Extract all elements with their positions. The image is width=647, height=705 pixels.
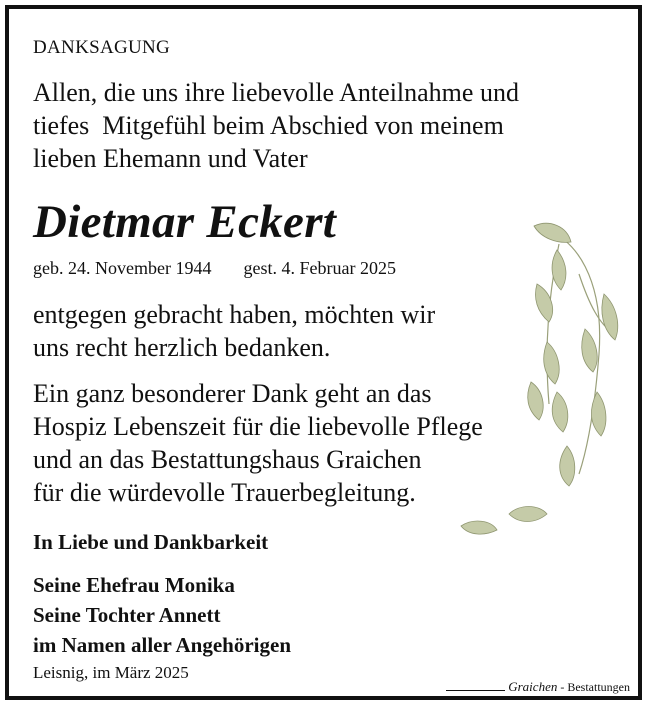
intro-line: Allen, die uns ihre liebevolle Anteilnahme und [33,78,519,107]
leaf-branch-icon [439,214,639,544]
special-thanks-text [33,377,483,509]
family-line: Seine Ehefrau Monika [33,573,235,597]
special-thanks-line: für die würdevolle Trauerbegleitung. [33,478,416,507]
thanks-line: entgegen gebracht haben, möchten wir [33,300,436,329]
thanks-line: uns recht herzlich bedanken. [33,333,331,362]
intro-line: tiefes Mitgefühl beim Abschied von meinem [33,111,504,140]
funeral-home-logo: Graichen [508,679,558,694]
place-date: Leisnig, im März 2025 [33,663,189,682]
signoff: In Liebe und Dankbarkeit [33,530,269,554]
notice-heading: DANKSAGUNG [33,37,171,58]
intro-line: lieben Ehemann und Vater [33,144,308,173]
death-date: gest. 4. Februar 2025 [243,258,396,278]
special-thanks-line: Hospiz Lebenszeit für die liebevolle Pflege [33,412,483,441]
family-line: Seine Tochter Annett [33,603,221,627]
funeral-home-credit [505,679,633,695]
intro-text [33,76,519,175]
special-thanks-line: und an das Bestattungshaus Graichen [33,445,422,474]
family-line: im Namen aller Angehörigen [33,633,292,657]
funeral-home-label: Bestattungen [567,680,630,694]
family-signatures [33,570,291,660]
thanks-text [33,298,435,364]
special-thanks-line: Ein ganz besonderer Dank geht an das [33,379,432,408]
birth-date: geb. 24. November 1944 [33,258,212,278]
life-dates [33,258,396,279]
credit-separator: - [557,680,568,694]
obituary-notice [5,5,642,700]
deceased-name: Dietmar Eckert [33,196,337,248]
